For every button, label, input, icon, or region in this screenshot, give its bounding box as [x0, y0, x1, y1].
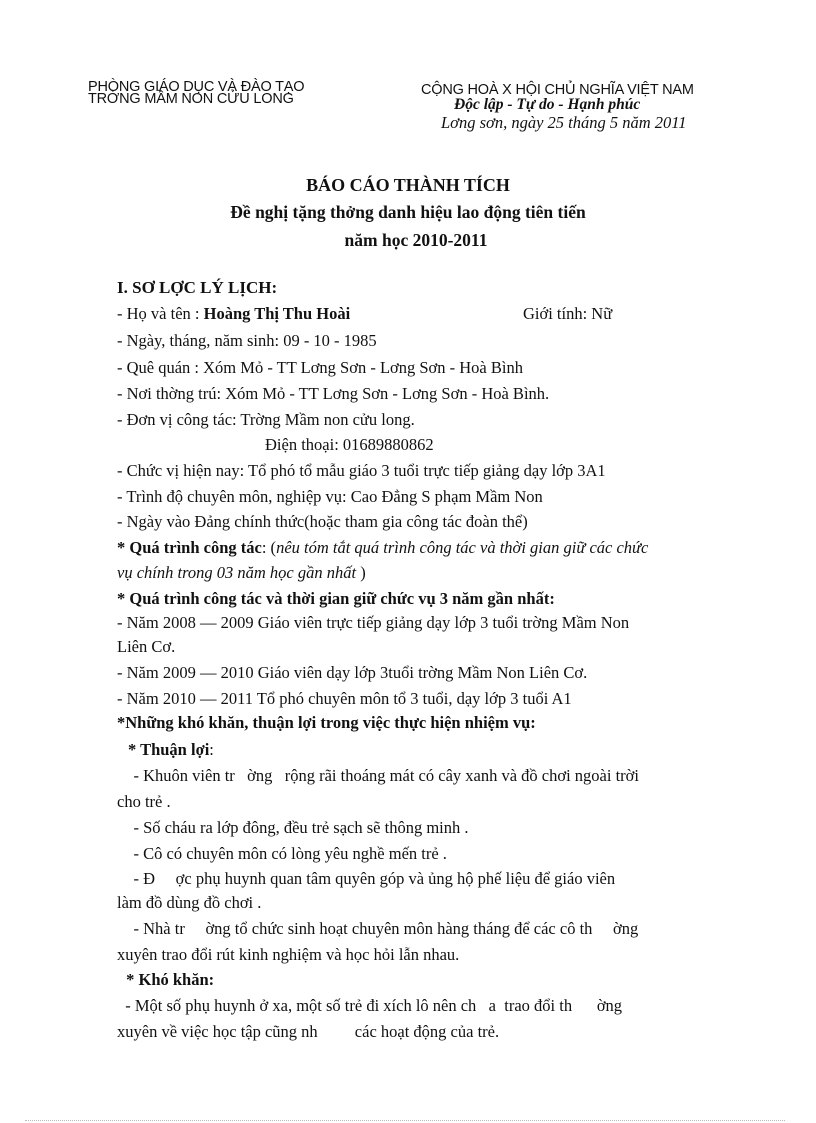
document-title: BÁO CÁO THÀNH TÍCH — [306, 175, 510, 195]
dept-name: PHÒNG GIÁO DỤC VÀ ĐÀO TẠO — [88, 79, 305, 95]
advantage-item: - Đ ợc phụ huynh quan tâm quyên góp và ủng hộ phế liệu để giáo viên — [117, 869, 616, 888]
disadvantage-item-cont: xuyên về việc học tập cũng nh các hoạt động của trẻ. — [117, 1022, 500, 1041]
advantage-item-cont: cho trẻ . — [117, 792, 171, 811]
school-name: TRỜNG MẦM NON CỬU LONG — [88, 91, 294, 107]
advantage-item: - Cô có chuyên môn có lòng yêu nghề mến trẻ . — [117, 844, 447, 863]
advantage-item-cont: xuyên trao đổi rút kinh nghiệm và học hỏi lẫn nhau. — [117, 945, 460, 964]
work-item: - Năm 2009 — 2010 Giáo viên dạy lớp 3tuổi trờng Mầm Non Liên Cơ. — [117, 663, 588, 682]
phone: Điện thoại: 01689880862 — [265, 435, 434, 454]
advantages-colon: : — [209, 740, 214, 759]
position: - Chức vị hiện nay: Tổ phó tổ mẫu giáo 3 tuổi trực tiếp giảng dạy lớp 3A1 — [117, 461, 606, 480]
disadvantage-item: - Một số phụ huynh ở xa, một số trẻ đi xích lô nên ch a trao đổi th ờng — [117, 996, 623, 1015]
document-subtitle: Đề nghị tặng thởng danh hiệu lao động tiên tiến — [230, 202, 586, 222]
advantages-label: * Thuận lợi — [128, 740, 210, 759]
national-title: CỘNG HOÀ X HỘI CHỦ NGHĨA VIỆT NAM — [421, 82, 694, 98]
work-process-note: nêu tóm tắt quá trình công tác và thời gian giữ các chức — [276, 538, 649, 557]
difficulties-heading: *Những khó khăn, thuận lợi trong việc thực hiện nhiệm vụ: — [117, 713, 536, 732]
work-process-intro-cont — [117, 563, 366, 583]
work-item: - Năm 2008 — 2009 Giáo viên trực tiếp giảng dạy lớp 3 tuổi trờng Mầm Non — [117, 613, 630, 632]
advantage-item: - Khuôn viên tr ờng rộng rãi thoáng mát có cây xanh và đồ chơi ngoài trời — [117, 766, 639, 785]
gender: Giới tính: Nữ — [523, 304, 613, 323]
advantage-item: - Nhà tr ờng tổ chức sinh hoạt chuyên môn hàng tháng để các cô th ờng — [117, 919, 639, 938]
advantage-item-cont: làm đồ dùng đồ chơi . — [117, 893, 262, 912]
work-process-heading: * Quá trình công tác và thời gian giữ chức vụ 3 năm gần nhất: — [117, 589, 555, 608]
name-row — [117, 304, 350, 324]
work-process-close: ) — [356, 563, 366, 582]
advantage-item: - Số cháu ra lớp đông, đều trẻ sạch sẽ thông minh . — [117, 818, 469, 837]
page-bottom-divider — [25, 1120, 785, 1121]
work-process-intro — [117, 538, 648, 558]
work-process-note-2: vụ chính trong 03 năm học gần nhất — [117, 563, 357, 582]
school-year: năm học 2010-2011 — [344, 230, 488, 250]
hometown: - Quê quán : Xóm Mỏ - TT Lơng Sơn - Lơng Sơn - Hoà Bình — [117, 358, 523, 377]
name-value: Hoàng Thị Thu Hoài — [203, 304, 351, 323]
section-heading: I. SƠ LỢC LÝ LỊCH: — [117, 278, 278, 297]
party-date: - Ngày vào Đảng chính thức(hoặc tham gia công tác đoàn thể) — [117, 512, 528, 531]
disadvantages-heading: * Khó khăn: — [122, 970, 215, 989]
work-process-label: * Quá trình công tác — [117, 538, 262, 557]
advantages-heading — [128, 740, 214, 760]
date-line: Lơng sơn, ngày 25 tháng 5 năm 2011 — [441, 113, 687, 132]
work-item-cont: Liên Cơ. — [117, 637, 176, 656]
name-label: - Họ và tên : — [117, 304, 204, 323]
workplace: - Đơn vị công tác: Trờng Mầm non cửu long. — [117, 410, 415, 429]
work-item: - Năm 2010 — 2011 Tổ phó chuyên môn tổ 3 tuổi, dạy lớp 3 tuổi A1 — [117, 689, 572, 708]
dob: - Ngày, tháng, năm sinh: 09 - 10 - 1985 — [117, 331, 377, 350]
qualification: - Trình độ chuyên môn, nghiệp vụ: Cao Đẳng S phạm Mầm Non — [117, 487, 543, 506]
motto: Độc lập - Tự do - Hạnh phúc — [454, 96, 641, 113]
residence: - Nơi thờng trú: Xóm Mỏ - TT Lơng Sơn - Lơng Sơn - Hoà Bình. — [117, 384, 550, 403]
work-process-colon: : ( — [261, 538, 277, 557]
